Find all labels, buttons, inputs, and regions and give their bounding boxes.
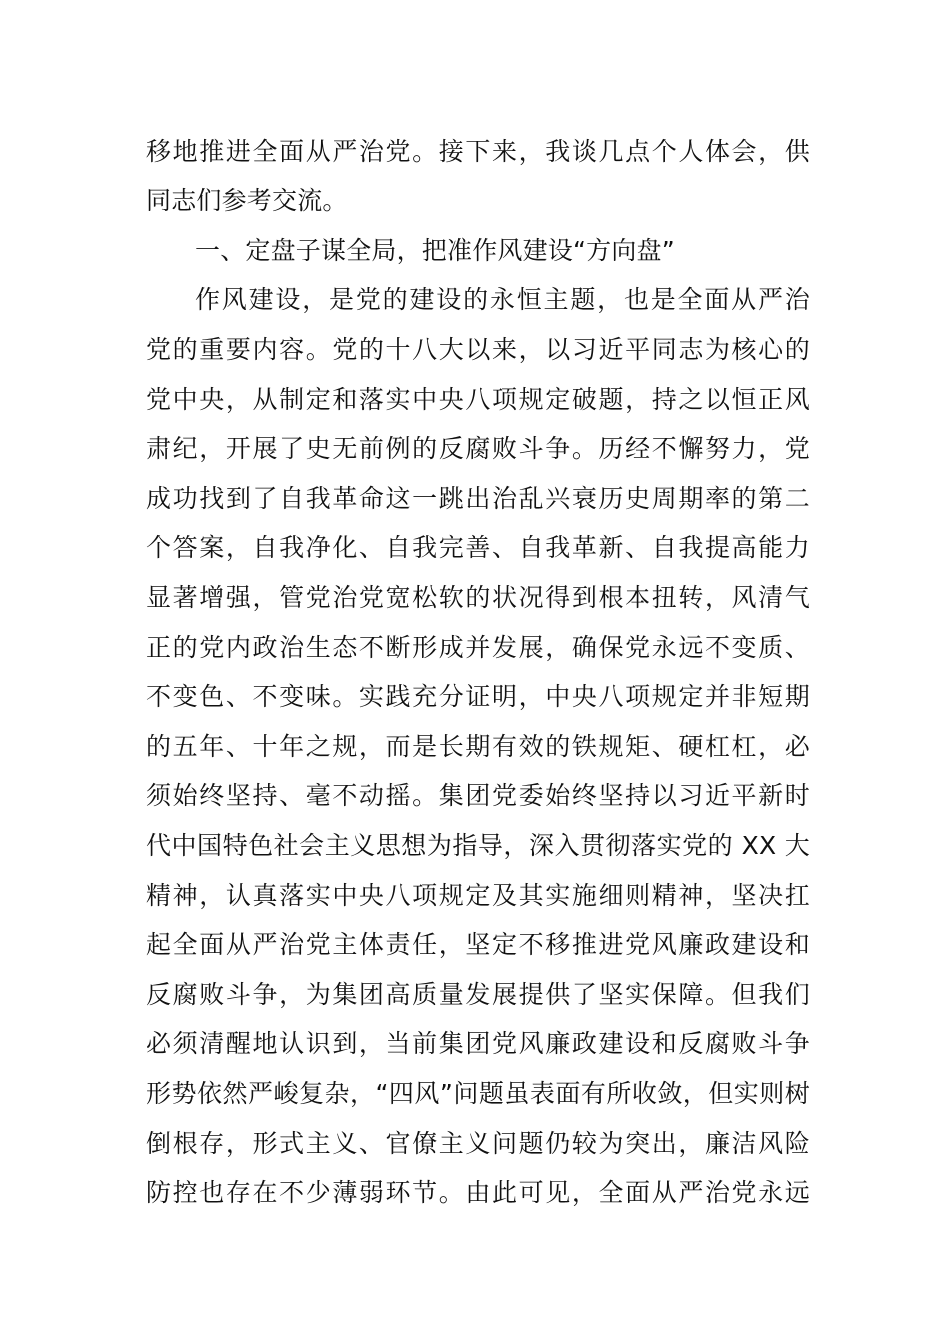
text-line-9: 个答案，自我净化、自我完善、自我革新、自我提高能力	[146, 533, 810, 562]
text-line-13: 的五年、十年之规，而是长期有效的铁规矩、硬杠杠，必	[146, 732, 810, 761]
text-line-10: 显著增强，管党治党宽松软的状况得到根本扭转，风清气	[146, 583, 810, 612]
text-line-4: 作风建设，是党的建设的永恒主题，也是全面从严治	[195, 285, 810, 314]
text-line-7: 肃纪，开展了史无前例的反腐败斗争。历经不懈努力，党	[146, 434, 810, 463]
text-line-21: 倒根存，形式主义、官僚主义问题仍较为突出，廉洁风险	[146, 1129, 810, 1158]
text-line-22: 防控也存在不少薄弱环节。由此可见，全面从严治党永远	[146, 1178, 810, 1207]
section-heading: 一、定盘子谋全局，把准作风建设“方向盘”	[195, 236, 675, 265]
text-line-17: 起全面从严治党主体责任，坚定不移推进党风廉政建设和	[146, 930, 810, 959]
text-line-11: 正的党内政治生态不断形成并发展，确保党永远不变质、	[146, 633, 810, 662]
text-line-6: 党中央，从制定和落实中央八项规定破题，持之以恒正风	[146, 385, 810, 414]
text-line-15: 代中国特色社会主义思想为指导，深入贯彻落实党的 XX 大	[146, 831, 810, 860]
text-line-12: 不变色、不变味。实践充分证明，中央八项规定并非短期	[146, 682, 810, 711]
text-line-19: 必须清醒地认识到，当前集团党风廉政建设和反腐败斗争	[146, 1029, 810, 1058]
text-line-8: 成功找到了自我革命这一跳出治乱兴衰历史周期率的第二	[146, 484, 810, 513]
text-line-20: 形势依然严峻复杂，“四风”问题虽表面有所收敛，但实则树	[146, 1079, 810, 1108]
text-line-16: 精神，认真落实中央八项规定及其实施细则精神，坚决扛	[146, 881, 810, 910]
text-line-1: 移地推进全面从严治党。接下来，我谈几点个人体会，供	[146, 137, 810, 166]
text-line-5: 党的重要内容。党的十八大以来，以习近平同志为核心的	[146, 335, 810, 364]
text-line-18: 反腐败斗争，为集团高质量发展提供了坚实保障。但我们	[146, 980, 810, 1009]
text-line-2: 同志们参考交流。	[146, 186, 348, 215]
text-line-14: 须始终坚持、毫不动摇。集团党委始终坚持以习近平新时	[146, 781, 810, 810]
